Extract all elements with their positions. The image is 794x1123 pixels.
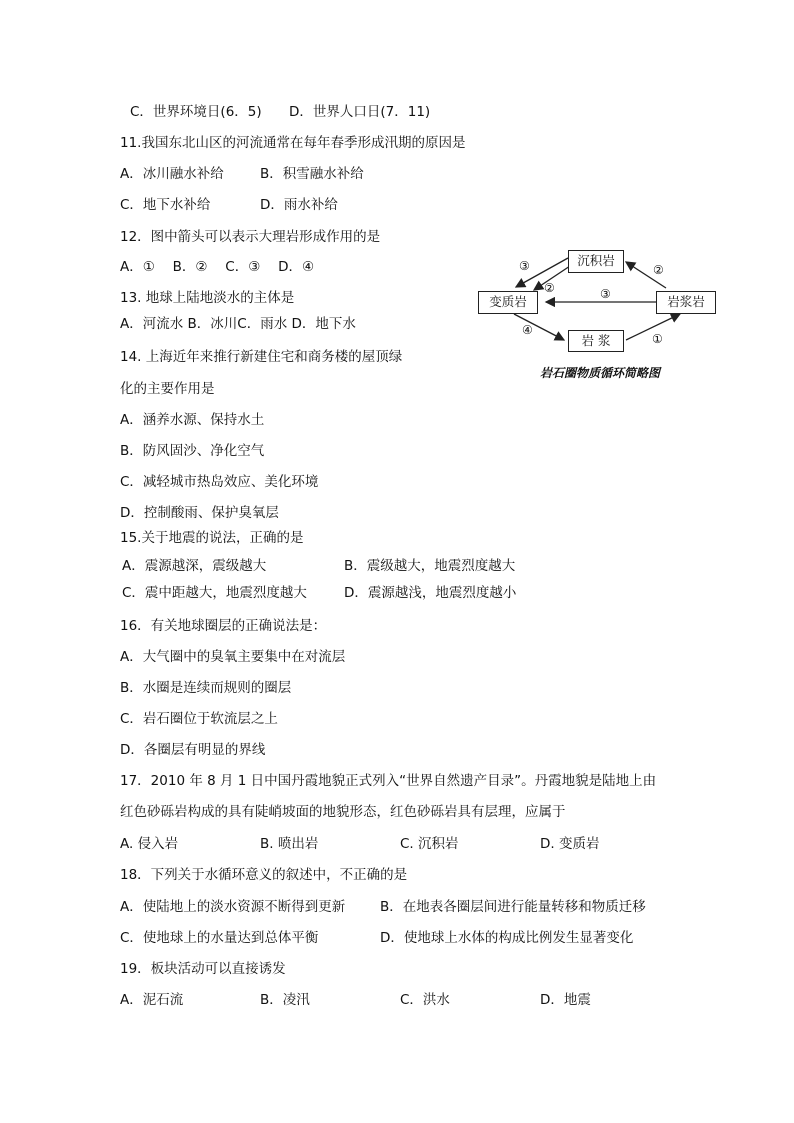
q18-option-d: D．使地球上水体的构成比例发生显著变化 <box>380 930 634 946</box>
magma-box: 岩 浆 <box>568 330 624 352</box>
q16-stem: 16．有关地球圈层的正确说法是： <box>120 618 327 634</box>
q14-option-d: D．控制酸雨、保护臭氧层 <box>120 505 279 521</box>
label-3-middle: ③ <box>600 287 611 301</box>
sedimentary-rock-box: 沉积岩 <box>568 250 624 273</box>
q18-option-a: A．使陆地上的淡水资源不断得到更新 <box>120 899 346 915</box>
q15-option-c: C．震中距越大，地震烈度越大 <box>122 585 307 601</box>
q18-stem: 18．下列关于水循环意义的叙述中，不正确的是 <box>120 867 408 883</box>
q15-option-b: B．震级越大，地震烈度越大 <box>344 558 516 574</box>
label-2-inner: ② <box>544 281 555 295</box>
q11-option-b: B．积雪融水补给 <box>260 166 364 182</box>
q12-options: A．① B．② C．③ D．④ <box>120 259 315 275</box>
q14-option-b: B．防风固沙、净化空气 <box>120 443 265 459</box>
q10-option-c: C．世界环境日(6．5) <box>130 104 262 120</box>
label-2-right: ② <box>653 263 664 277</box>
q12-stem: 12．图中箭头可以表示大理岩形成作用的是 <box>120 229 381 245</box>
q14-stem-line-1: 14. 上海近年来推行新建住宅和商务楼的屋顶绿 <box>120 349 403 365</box>
q13-options: A．河流水 B．冰川C．雨水 D．地下水 <box>120 316 356 332</box>
q16-option-a: A．大气圈中的臭氧主要集中在对流层 <box>120 649 346 665</box>
q17-stem-line-2: 红色砂砾岩构成的具有陡峭坡面的地貌形态，红色砂砾岩具有层理，应属于 <box>120 804 566 820</box>
q17-option-b: B. 喷出岩 <box>260 836 319 852</box>
rock-cycle-diagram <box>476 246 720 382</box>
q19-option-d: D．地震 <box>540 992 591 1008</box>
q15-option-a: A．震源越深，震级越大 <box>122 558 267 574</box>
label-3-upper: ③ <box>519 259 530 273</box>
q17-option-c: C. 沉积岩 <box>400 836 459 852</box>
q17-option-d: D. 变质岩 <box>540 836 600 852</box>
q18-option-b: B．在地表各圈层间进行能量转移和物质迁移 <box>380 899 646 915</box>
q15-stem: 15.关于地震的说法，正确的是 <box>120 530 304 546</box>
q19-option-b: B．凌汛 <box>260 992 310 1008</box>
q17-stem-line-1: 17．2010 年 8 月 1 日中国丹霞地貌正式列入“世界自然遗产目录”。丹霞地貌是陆地上由 <box>120 773 657 789</box>
q16-option-d: D．各圈层有明显的界线 <box>120 742 266 758</box>
q13-stem: 13. 地球上陆地淡水的主体是 <box>120 290 295 306</box>
q18-option-c: C．使地球上的水量达到总体平衡 <box>120 930 319 946</box>
metamorphic-rock-box: 变质岩 <box>478 291 538 314</box>
label-4: ④ <box>522 323 533 337</box>
q11-option-c: C．地下水补给 <box>120 197 211 213</box>
q16-option-b: B．水圈是连续而规则的圈层 <box>120 680 292 696</box>
q16-option-c: C．岩石圈位于软流层之上 <box>120 711 278 727</box>
igneous-rock-box: 岩浆岩 <box>656 291 716 314</box>
label-1: ① <box>652 332 663 346</box>
q19-stem: 19．板块活动可以直接诱发 <box>120 961 286 977</box>
q14-option-a: A．涵养水源、保持水土 <box>120 412 265 428</box>
q11-option-d: D．雨水补给 <box>260 197 338 213</box>
q14-option-c: C．减轻城市热岛效应、美化环境 <box>120 474 319 490</box>
q17-option-a: A. 侵入岩 <box>120 836 179 852</box>
q10-option-d: D．世界人口日(7．11) <box>289 104 431 120</box>
diagram-caption: 岩石圈物质循环简略图 <box>540 366 661 380</box>
q19-option-a: A．泥石流 <box>120 992 184 1008</box>
q11-option-a: A．冰川融水补给 <box>120 166 224 182</box>
q15-option-d: D．震源越浅，地震烈度越小 <box>344 585 517 601</box>
q14-stem-line-2: 化的主要作用是 <box>120 381 215 397</box>
q19-option-c: C．洪水 <box>400 992 450 1008</box>
q11-stem: 11.我国东北山区的河流通常在每年春季形成汛期的原因是 <box>120 135 466 151</box>
